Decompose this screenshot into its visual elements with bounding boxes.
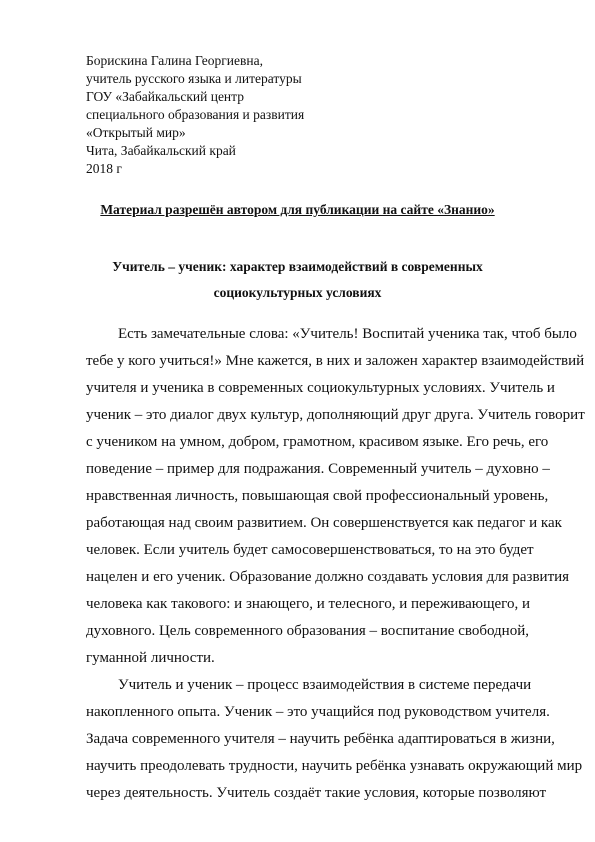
author-organization-line3: «Открытый мир»	[86, 125, 186, 140]
paragraph-line: через деятельность. Учитель создаёт такие условия, которые позволяют	[86, 785, 547, 801]
paragraph-line: нацелен и его ученик. Образование должно создавать условия для развития	[86, 569, 570, 585]
author-organization-line1: ГОУ «Забайкальский центр	[86, 89, 244, 104]
paragraph-line: Есть замечательные слова: «Учитель! Воспитай ученика так, чтоб было	[118, 326, 577, 342]
title-line-1: Учитель – ученик: характер взаимодействий в современных	[112, 259, 483, 274]
paragraph-line: духовного. Цель современного образования – воспитание свободной,	[86, 623, 529, 639]
article-title	[0, 254, 595, 306]
paragraph-2	[86, 672, 583, 807]
permission-note	[0, 201, 595, 219]
paragraph-line: человек. Если учитель будет самосовершенствоваться, то на это будет	[86, 542, 534, 558]
paragraph-line: работающая над своим развитием. Он совершенствуется как педагог и как	[86, 515, 562, 531]
paragraph-line: ученик – это диалог двух культур, дополняющий друг друга. Учитель говорит	[86, 407, 585, 423]
paragraph-line: Задача современного учителя – научить ребёнка адаптироваться в жизни,	[86, 731, 555, 747]
paragraph-line: человека как такового: и знающего, и телесного, и переживающего, и	[86, 596, 530, 612]
paragraph-line: учителя и ученика в современных социокультурных условиях. Учитель и	[86, 380, 555, 396]
author-block	[86, 52, 304, 178]
paragraph-line: поведение – пример для подражания. Современный учитель – духовно –	[86, 461, 550, 477]
author-city: Чита, Забайкальский край	[86, 143, 236, 158]
paragraph-line: с учеником на умном, добром, грамотном, красивом языке. Его речь, его	[86, 434, 549, 450]
paragraph-1	[86, 321, 585, 672]
paragraph-line: гуманной личности.	[86, 650, 215, 666]
title-line-2: социокультурных условиях	[213, 285, 382, 300]
article-body	[86, 321, 585, 807]
paragraph-line: накопленного опыта. Ученик – это учащийся под руководством учителя.	[86, 704, 550, 720]
author-organization-line2: специального образования и развития	[86, 107, 305, 122]
paragraph-line: тебе у кого учиться!» Мне кажется, в них и заложен характер взаимодействий	[86, 353, 585, 369]
author-year: 2018 г	[86, 161, 122, 176]
author-name: Борискина Галина Георгиевна,	[86, 53, 263, 68]
permission-text: Материал разрешён автором для публикации на сайте «Знанио»	[100, 202, 495, 217]
author-position: учитель русского языка и литературы	[86, 71, 302, 86]
paragraph-line: научить преодолевать трудности, научить ребёнка узнавать окружающий мир	[86, 758, 583, 774]
paragraph-line: нравственная личность, повышающая свой профессиональный уровень,	[86, 488, 549, 504]
paragraph-line: Учитель и ученик – процесс взаимодействия в системе передачи	[118, 677, 532, 693]
